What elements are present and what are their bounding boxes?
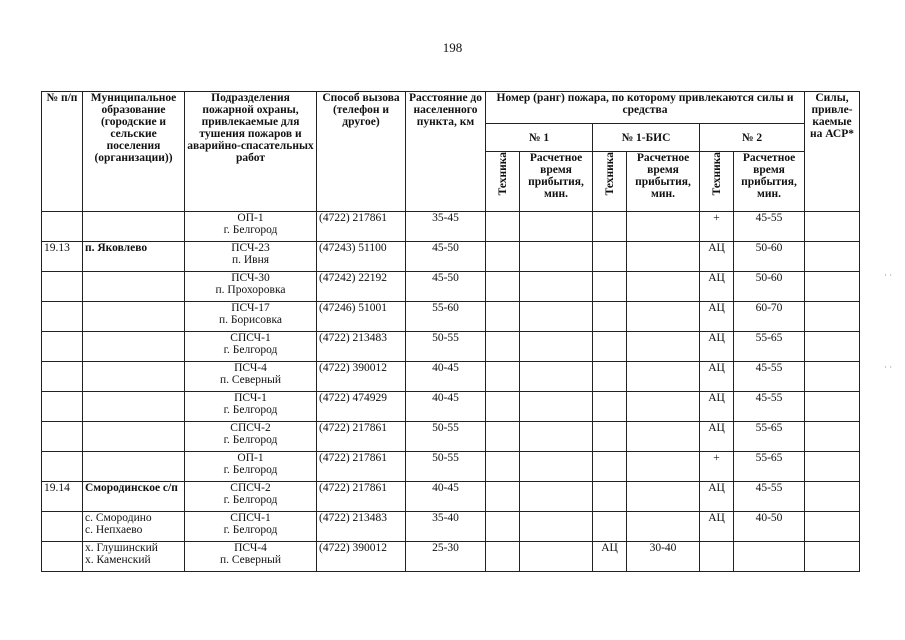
cell-dist: 50-55 — [406, 332, 486, 362]
cell-rb — [627, 212, 700, 242]
cell-dist: 45-50 — [406, 242, 486, 272]
unit-name: СПСЧ-2 — [230, 422, 271, 434]
cell-tb — [593, 512, 627, 542]
cell-tb — [593, 422, 627, 452]
cell-tb — [593, 212, 627, 242]
cell-rb — [627, 302, 700, 332]
cell-r2: 45-55 — [734, 362, 805, 392]
table-row — [42, 452, 860, 482]
cell-r2: 45-55 — [734, 482, 805, 512]
cell-asr — [805, 542, 860, 572]
cell-t2: АЦ — [700, 482, 734, 512]
unit-location: г. Белгород — [223, 434, 278, 446]
cell-tb — [593, 272, 627, 302]
cell-unit — [185, 272, 317, 302]
header-fire-rank: Номер (ранг) пожара, по которому привлекаются силы и средства — [486, 92, 805, 124]
cell-r1 — [520, 242, 593, 272]
cell-r1 — [520, 362, 593, 392]
cell-num — [42, 392, 83, 422]
cell-t2: АЦ — [700, 272, 734, 302]
unit-name: ОП-1 — [237, 452, 264, 464]
cell-num: 19.14 — [42, 482, 83, 512]
scan-mark: · · — [884, 270, 893, 280]
cell-r2: 50-60 — [734, 242, 805, 272]
cell-t1 — [486, 302, 520, 332]
cell-r1 — [520, 542, 593, 572]
cell-rb — [627, 512, 700, 542]
unit-name: ПСЧ-4 — [234, 542, 267, 554]
cell-dist: 40-45 — [406, 392, 486, 422]
cell-t2: АЦ — [700, 392, 734, 422]
cell-dist: 55-60 — [406, 302, 486, 332]
cell-t1 — [486, 482, 520, 512]
cell-rb — [627, 392, 700, 422]
table-row — [42, 272, 860, 302]
cell-phone: (4722) 217861 — [317, 452, 406, 482]
cell-t2: + — [700, 452, 734, 482]
cell-muni — [83, 332, 185, 362]
page-number: 198 — [442, 40, 463, 55]
scan-mark: · · — [884, 362, 893, 372]
cell-t1 — [486, 542, 520, 572]
header-arrival-1: Расчетное время прибытия, мин. — [520, 152, 593, 212]
cell-asr — [805, 452, 860, 482]
cell-t1 — [486, 362, 520, 392]
cell-t2: АЦ — [700, 302, 734, 332]
header-units: Подразделения пожарной охраны, привлекаемые для тушения пожаров и аварийно-спасательных работ — [185, 92, 317, 212]
unit-name: СПСЧ-1 — [230, 512, 271, 524]
cell-dist: 25-30 — [406, 542, 486, 572]
cell-unit — [185, 362, 317, 392]
unit-location: г. Белгород — [223, 404, 278, 416]
cell-rb — [627, 332, 700, 362]
header-rank-1bis: № 1-БИС — [593, 124, 700, 152]
cell-t2: АЦ — [700, 362, 734, 392]
cell-asr — [805, 272, 860, 302]
cell-unit — [185, 452, 317, 482]
cell-phone: (4722) 390012 — [317, 542, 406, 572]
cell-num — [42, 302, 83, 332]
header-municipality: Муниципальное образование (городские и сельские поселения (организации)) — [83, 92, 185, 212]
cell-dist: 50-55 — [406, 452, 486, 482]
cell-t1 — [486, 212, 520, 242]
cell-dist: 50-55 — [406, 422, 486, 452]
table-row — [42, 212, 860, 242]
cell-r2: 60-70 — [734, 302, 805, 332]
cell-r2: 55-65 — [734, 422, 805, 452]
cell-t2: + — [700, 212, 734, 242]
cell-phone: (4722) 217861 — [317, 422, 406, 452]
unit-name: СПСЧ-1 — [230, 332, 271, 344]
cell-rb — [627, 422, 700, 452]
cell-asr — [805, 512, 860, 542]
cell-muni — [83, 212, 185, 242]
cell-phone: (4722) 213483 — [317, 332, 406, 362]
cell-phone: (4722) 217861 — [317, 482, 406, 512]
cell-rb — [627, 452, 700, 482]
cell-dist: 45-50 — [406, 272, 486, 302]
cell-num — [42, 422, 83, 452]
cell-tb — [593, 332, 627, 362]
cell-asr — [805, 332, 860, 362]
cell-asr — [805, 482, 860, 512]
cell-num — [42, 452, 83, 482]
cell-t1 — [486, 332, 520, 362]
cell-unit — [185, 302, 317, 332]
cell-num — [42, 362, 83, 392]
unit-location: г. Белгород — [223, 494, 278, 506]
cell-r2: 55-65 — [734, 332, 805, 362]
cell-num — [42, 512, 83, 542]
cell-tb — [593, 482, 627, 512]
cell-muni — [83, 452, 185, 482]
cell-unit — [185, 332, 317, 362]
table-row — [42, 302, 860, 332]
table-row — [42, 362, 860, 392]
cell-r2: 45-55 — [734, 392, 805, 422]
cell-dist: 35-40 — [406, 512, 486, 542]
table-row — [42, 332, 860, 362]
cell-rb — [627, 272, 700, 302]
cell-r2: 50-60 — [734, 272, 805, 302]
cell-t2: АЦ — [700, 242, 734, 272]
unit-location: п. Борисовка — [219, 314, 282, 326]
unit-location: п. Ивня — [231, 254, 270, 266]
cell-r1 — [520, 332, 593, 362]
header-arrival-1bis: Расчетное время прибытия, мин. — [627, 152, 700, 212]
cell-muni: с. Смородино с. Непхаево — [83, 512, 185, 542]
table-row — [42, 512, 860, 542]
cell-t2 — [700, 542, 734, 572]
cell-r2: 45-55 — [734, 212, 805, 242]
unit-location: г. Белгород — [223, 224, 278, 236]
cell-muni — [83, 392, 185, 422]
header-rank-2: № 2 — [700, 124, 805, 152]
fire-forces-table — [41, 91, 860, 572]
cell-t1 — [486, 242, 520, 272]
cell-tb — [593, 392, 627, 422]
cell-tb — [593, 242, 627, 272]
cell-num — [42, 212, 83, 242]
unit-name: ПСЧ-30 — [231, 272, 270, 284]
cell-unit — [185, 422, 317, 452]
cell-asr — [805, 422, 860, 452]
cell-muni: х. Глушинский х. Каменский — [83, 542, 185, 572]
cell-t1 — [486, 512, 520, 542]
table-row — [42, 422, 860, 452]
header-num: № п/п — [42, 92, 83, 212]
cell-muni — [83, 422, 185, 452]
header-asr: Силы, привле-каемые на АСР* — [805, 92, 860, 212]
cell-r1 — [520, 422, 593, 452]
header-technique-1bis: Техника — [603, 152, 616, 196]
cell-r2 — [734, 542, 805, 572]
cell-dist: 40-45 — [406, 482, 486, 512]
cell-unit — [185, 542, 317, 572]
cell-dist: 35-45 — [406, 212, 486, 242]
cell-phone: (4722) 474929 — [317, 392, 406, 422]
cell-num — [42, 332, 83, 362]
cell-tb — [593, 362, 627, 392]
cell-phone: (4722) 213483 — [317, 512, 406, 542]
cell-t1 — [486, 392, 520, 422]
cell-phone: (4722) 390012 — [317, 362, 406, 392]
cell-unit — [185, 512, 317, 542]
cell-muni — [83, 302, 185, 332]
cell-asr — [805, 302, 860, 332]
header-technique-1: Техника — [496, 152, 509, 196]
cell-rb — [627, 362, 700, 392]
cell-r2: 55-65 — [734, 452, 805, 482]
cell-r1 — [520, 302, 593, 332]
cell-r1 — [520, 482, 593, 512]
cell-t2: АЦ — [700, 512, 734, 542]
cell-r1 — [520, 452, 593, 482]
unit-location: г. Белгород — [223, 524, 278, 536]
unit-name: ПСЧ-17 — [231, 302, 270, 314]
cell-num — [42, 542, 83, 572]
unit-name: ОП-1 — [237, 212, 264, 224]
cell-tb — [593, 302, 627, 332]
cell-rb: 30-40 — [627, 542, 700, 572]
cell-t2: АЦ — [700, 332, 734, 362]
header-distance: Расстояние до населенного пункта, км — [406, 92, 486, 212]
cell-t1 — [486, 272, 520, 302]
cell-phone: (4722) 217861 — [317, 212, 406, 242]
cell-rb — [627, 242, 700, 272]
unit-location: п. Северный — [219, 374, 282, 386]
cell-num — [42, 272, 83, 302]
header-call-method: Способ вызова (телефон и другое) — [317, 92, 406, 212]
cell-asr — [805, 212, 860, 242]
header-arrival-2: Расчетное время прибытия, мин. — [734, 152, 805, 212]
cell-unit — [185, 392, 317, 422]
header-technique-2: Техника — [710, 152, 723, 196]
cell-rb — [627, 482, 700, 512]
cell-tb: АЦ — [593, 542, 627, 572]
cell-r1 — [520, 272, 593, 302]
table-row — [42, 482, 860, 512]
cell-r2: 40-50 — [734, 512, 805, 542]
cell-asr — [805, 362, 860, 392]
unit-location: г. Белгород — [223, 464, 278, 476]
cell-muni: Смородинское с/п — [83, 482, 185, 512]
cell-phone: (47242) 22192 — [317, 272, 406, 302]
cell-t1 — [486, 422, 520, 452]
cell-muni: п. Яковлево — [83, 242, 185, 272]
unit-location: п. Прохоровка — [215, 284, 286, 296]
cell-asr — [805, 242, 860, 272]
cell-num: 19.13 — [42, 242, 83, 272]
cell-phone: (47243) 51100 — [317, 242, 406, 272]
cell-unit — [185, 212, 317, 242]
cell-r1 — [520, 212, 593, 242]
cell-muni — [83, 362, 185, 392]
cell-unit — [185, 242, 317, 272]
cell-phone: (47246) 51001 — [317, 302, 406, 332]
unit-name: СПСЧ-2 — [230, 482, 271, 494]
unit-name: ПСЧ-1 — [234, 392, 267, 404]
cell-muni — [83, 272, 185, 302]
unit-location: г. Белгород — [223, 344, 278, 356]
unit-name: ПСЧ-4 — [234, 362, 267, 374]
unit-location: п. Северный — [219, 554, 282, 566]
cell-r1 — [520, 392, 593, 422]
header-rank-1: № 1 — [486, 124, 593, 152]
cell-tb — [593, 452, 627, 482]
table-row — [42, 392, 860, 422]
table-row — [42, 542, 860, 572]
cell-t2: АЦ — [700, 422, 734, 452]
cell-unit — [185, 482, 317, 512]
cell-asr — [805, 392, 860, 422]
table-row — [42, 242, 860, 272]
cell-dist: 40-45 — [406, 362, 486, 392]
unit-name: ПСЧ-23 — [231, 242, 270, 254]
cell-t1 — [486, 452, 520, 482]
cell-r1 — [520, 512, 593, 542]
